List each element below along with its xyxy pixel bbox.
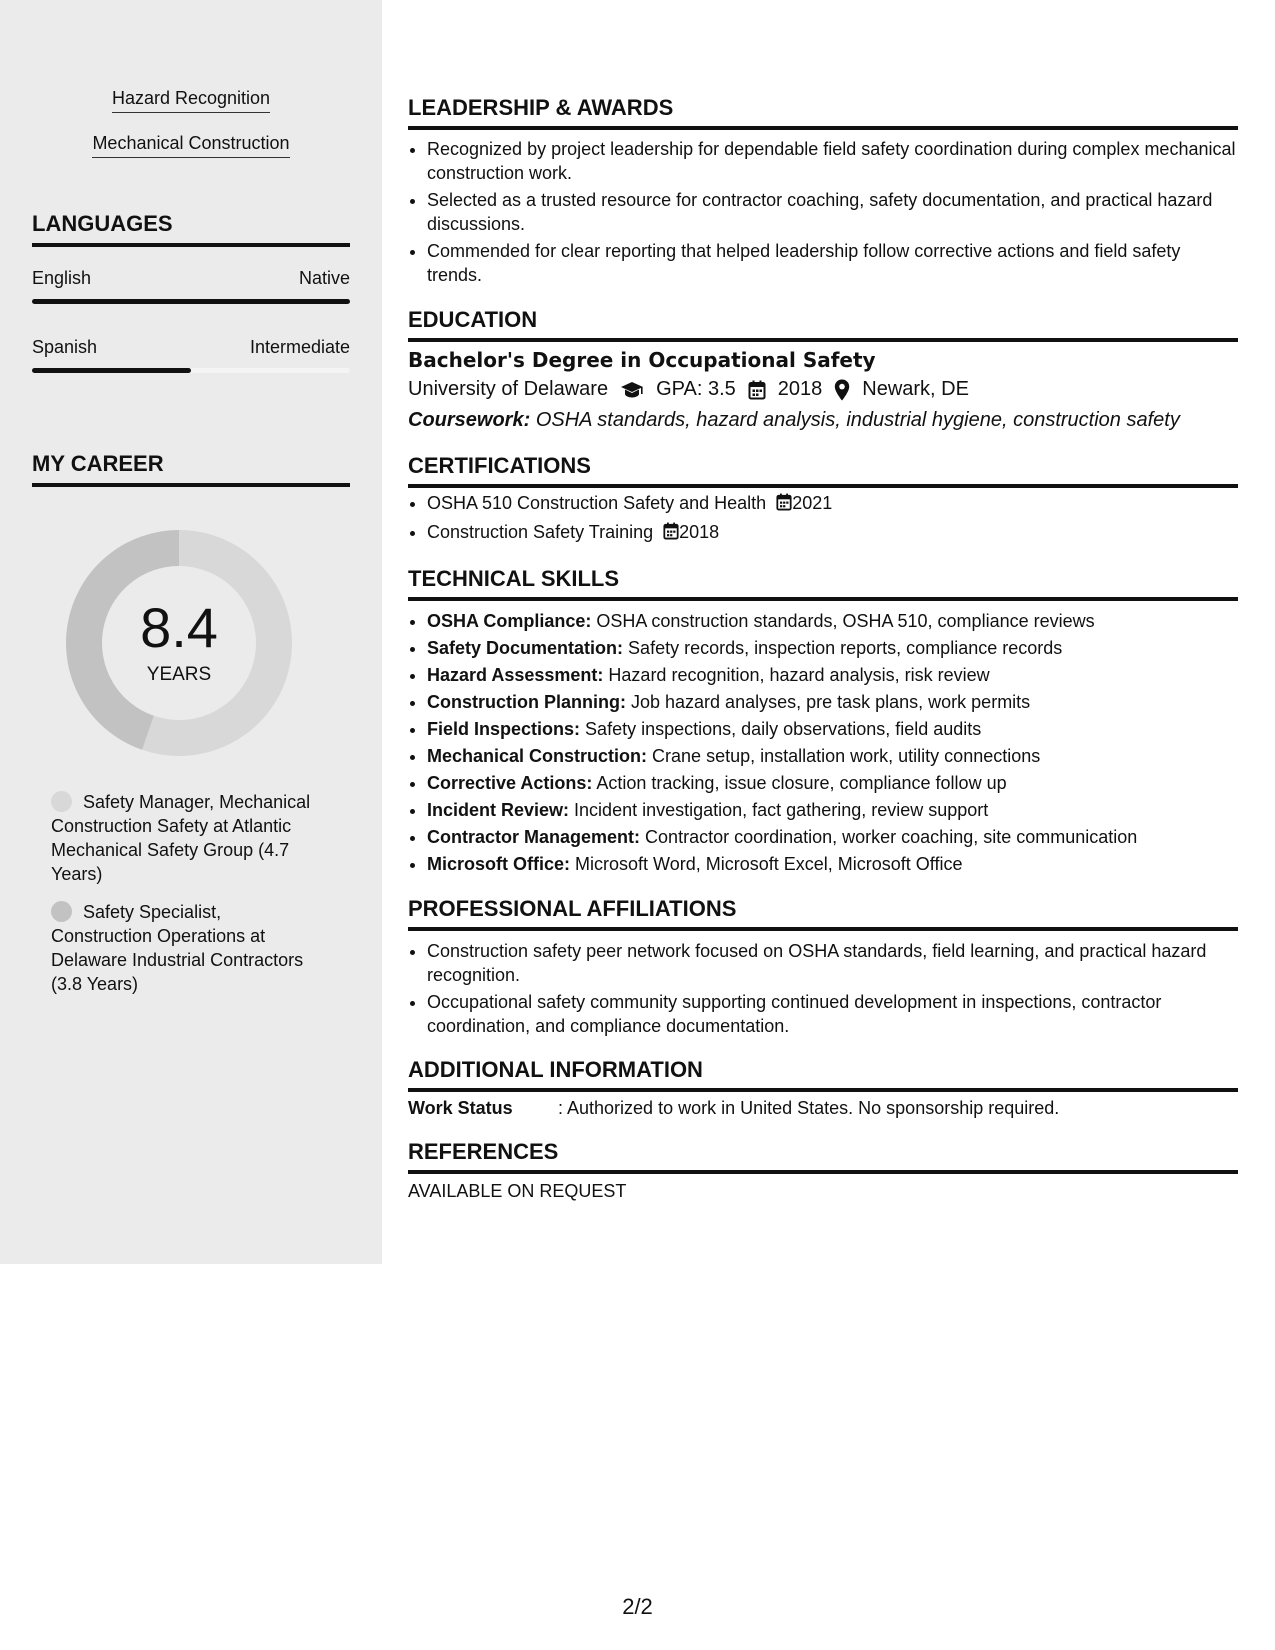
skill-text: OSHA construction standards, OSHA 510, compliance reviews — [596, 611, 1095, 631]
language-level: Native — [298, 268, 350, 288]
language-row — [32, 268, 350, 289]
skill-label: Safety Documentation: — [427, 638, 624, 658]
sidebar — [0, 0, 382, 1264]
certification-item — [427, 491, 1238, 517]
skill-tag — [0, 88, 382, 113]
education-heading: EDUCATION — [408, 307, 1238, 342]
language-level: Intermediate — [249, 337, 350, 357]
language-level-fill — [32, 368, 191, 373]
career-legend-dot — [51, 791, 72, 812]
career-item — [51, 790, 326, 886]
graduation-cap-icon — [620, 381, 644, 399]
certification-item — [427, 520, 1238, 546]
skill-text: Safety inspections, daily observations, field audits — [585, 719, 982, 739]
career-years-unit: YEARS — [146, 664, 212, 685]
skill-label: Field Inspections: — [427, 719, 581, 739]
leadership-list — [408, 137, 1238, 290]
education-meta — [408, 378, 969, 401]
list-item: • Recognized by project leadership for dependable field safety coordination during complex mechanical construction work. — [427, 137, 1238, 185]
skill-item — [427, 636, 1238, 660]
language-level-bar — [32, 299, 350, 304]
education-year: 2018 — [777, 378, 823, 400]
skill-text: Contractor coordination, worker coaching, site communication — [645, 827, 1138, 847]
list-item: • Commended for clear reporting that helped leadership follow corrective actions and field safety trends. — [427, 239, 1238, 287]
location-pin-icon — [834, 379, 850, 401]
skill-item — [427, 771, 1238, 795]
skill-item — [427, 798, 1238, 822]
language-name: English — [32, 268, 92, 288]
language-level-fill — [32, 299, 350, 304]
coursework-label: Coursework: — [408, 409, 531, 431]
career-legend-dot — [51, 901, 72, 922]
affiliations-heading: PROFESSIONAL AFFILIATIONS — [408, 896, 1238, 931]
certification-year: 2021 — [792, 493, 833, 513]
skill-text: Job hazard analyses, pre task plans, work permits — [631, 692, 1031, 712]
language-name: Spanish — [32, 337, 98, 357]
career-item-text: Safety Specialist, Construction Operations at Delaware Industrial Contractors (3.8 Years) — [51, 902, 304, 994]
calendar-icon — [776, 493, 792, 517]
skill-item — [427, 609, 1238, 633]
certifications-list — [408, 491, 1238, 549]
leadership-heading: LEADERSHIP & AWARDS — [408, 95, 1238, 130]
certification-name: Construction Safety Training — [427, 522, 654, 542]
language-level-bar — [32, 368, 350, 373]
career-item — [51, 900, 326, 996]
skill-tag-label: Mechanical Construction — [92, 133, 289, 158]
calendar-icon — [663, 522, 679, 546]
skill-text: Microsoft Word, Microsoft Excel, Microsoft Office — [575, 854, 963, 874]
certifications-heading: CERTIFICATIONS — [408, 453, 1238, 488]
career-total-years: 8.4 — [140, 596, 218, 659]
skill-text: Crane setup, installation work, utility connections — [652, 746, 1041, 766]
references-text: AVAILABLE ON REQUEST — [408, 1181, 627, 1201]
skill-label: Construction Planning: — [427, 692, 626, 712]
skill-item — [427, 690, 1238, 714]
certification-name: OSHA 510 Construction Safety and Health — [427, 493, 767, 513]
certification-year: 2018 — [679, 522, 720, 542]
education-degree: Bachelor's Degree in Occupational Safety — [408, 348, 876, 372]
skill-item — [427, 663, 1238, 687]
list-item: • Occupational safety community supporting continued development in inspections, contractor coordination, and compliance documentation. — [427, 990, 1238, 1038]
education-location: Newark, DE — [862, 378, 969, 400]
work-status-value: : Authorized to work in United States. No sponsorship required. — [558, 1098, 1060, 1118]
skill-item — [427, 852, 1238, 876]
education-gpa: GPA: 3.5 — [656, 378, 736, 400]
skill-tag — [0, 133, 382, 158]
list-item: • Construction safety peer network focused on OSHA standards, field learning, and practical hazard recognition. — [427, 939, 1238, 987]
skill-label: Microsoft Office: — [427, 854, 571, 874]
skill-item — [427, 744, 1238, 768]
skills-list — [408, 609, 1238, 879]
skill-text: Safety records, inspection reports, compliance records — [628, 638, 1063, 658]
list-item: • Selected as a trusted resource for contractor coaching, safety documentation, and practical hazard discussions. — [427, 188, 1238, 236]
skill-item — [427, 717, 1238, 741]
skills-heading: TECHNICAL SKILLS — [408, 566, 1238, 601]
skill-label: Corrective Actions: — [427, 773, 593, 793]
work-status-row — [408, 1098, 1059, 1119]
skill-text: Action tracking, issue closure, compliance follow up — [596, 773, 1007, 793]
skill-text: Hazard recognition, hazard analysis, risk review — [608, 665, 990, 685]
skill-label: Hazard Assessment: — [427, 665, 604, 685]
skill-label: Contractor Management: — [427, 827, 641, 847]
career-heading: MY CAREER — [32, 451, 350, 487]
languages-heading: LANGUAGES — [32, 211, 350, 247]
skill-label: Incident Review: — [427, 800, 570, 820]
additional-info-heading: ADDITIONAL INFORMATION — [408, 1057, 1238, 1092]
references-heading: REFERENCES — [408, 1139, 1238, 1174]
language-row — [32, 337, 350, 358]
skill-item — [427, 825, 1238, 849]
affiliations-list — [408, 939, 1238, 1041]
education-coursework — [408, 409, 1180, 432]
coursework-text: OSHA standards, hazard analysis, industrial hygiene, construction safety — [535, 409, 1180, 431]
skill-text: Incident investigation, fact gathering, review support — [574, 800, 989, 820]
skill-label: Mechanical Construction: — [427, 746, 648, 766]
calendar-icon — [748, 380, 766, 400]
work-status-label: Work Status — [408, 1098, 513, 1118]
skill-label: OSHA Compliance: — [427, 611, 592, 631]
page-number: 2/2 — [622, 1594, 653, 1619]
skill-tag-label: Hazard Recognition — [112, 88, 270, 113]
career-item-text: Safety Manager, Mechanical Construction Safety at Atlantic Mechanical Safety Group (4.7 Years) — [51, 792, 311, 884]
education-school: University of Delaware — [408, 378, 609, 400]
